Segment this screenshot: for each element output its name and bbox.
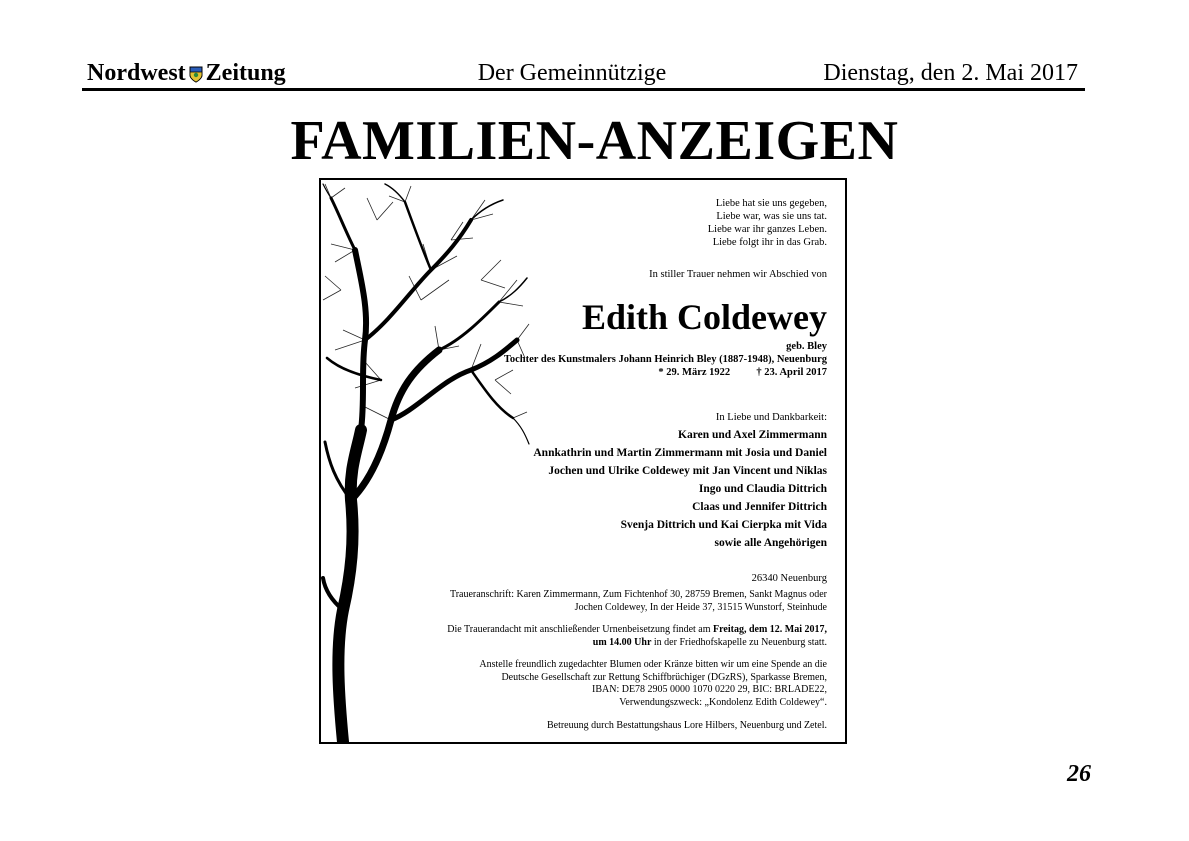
mourner-line: Svenja Dittrich und Kai Cierpka mit Vida: [620, 519, 827, 531]
mourner-line: Jochen und Ulrike Coldewey mit Jan Vincent und Niklas: [548, 465, 827, 477]
family-intro: In Liebe und Dankbarkeit:: [715, 412, 827, 423]
address-line: Traueranschrift: Karen Zimmermann, Zum Fichtenhof 30, 28759 Bremen, Sankt Magnus oder: [449, 589, 827, 600]
section-name: Der Gemeinnützige: [477, 60, 667, 86]
donation-line: Verwendungszweck: „Kondolenz Edith Coldewey“.: [619, 696, 827, 708]
service-time: um 14.00 Uhr: [592, 636, 652, 648]
poem-line: Liebe folgt ihr in das Grab.: [712, 237, 827, 248]
mourner-line: Annkathrin und Martin Zimmermann mit Josia und Daniel: [533, 447, 827, 459]
poem-line: Liebe war ihr ganzes Leben.: [707, 224, 827, 235]
donation-line: Deutsche Gesellschaft zur Rettung Schiffbrüchiger (DGzRS), Sparkasse Bremen,: [501, 671, 827, 683]
nwz-crest-icon: [189, 61, 203, 91]
obituary-notice: [319, 178, 847, 744]
service-text: Die Trauerandacht mit anschließender Urnenbeisetzung findet am: [447, 624, 714, 635]
masthead-left: Nordwest: [87, 60, 186, 86]
mourner-line: sowie alle Angehörigen: [714, 537, 827, 549]
mourning-address: [450, 589, 827, 614]
farewell-intro: In stiller Trauer nehmen wir Abschied von: [649, 269, 827, 280]
service-location: in der Friedhofskapelle zu Neuenburg statt.: [651, 636, 827, 648]
tree-silhouette-icon: [321, 180, 531, 742]
place: 26340 Neuenburg: [751, 573, 827, 584]
page-number: 26: [1067, 761, 1091, 787]
masthead-right: Zeitung: [205, 60, 286, 86]
parentage: Tochter des Kunstmalers Johann Heinrich Bley (1887-1948), Neuenburg: [503, 354, 827, 365]
mourner-line: Claas und Jennifer Dittrich: [692, 501, 827, 513]
donation-line: Anstelle freundlich zugedachter Blumen oder Kränze bitten wir um eine Spende an die: [479, 659, 827, 670]
life-dates: * 29. März 1922 † 23. April 2017: [658, 367, 827, 378]
header-divider: [82, 88, 1085, 91]
funeral-home: Betreuung durch Bestattungshaus Lore Hilbers, Neuenburg und Zetel.: [546, 720, 827, 731]
newspaper-header: [82, 58, 1084, 90]
maiden-name: geb. Bley: [786, 341, 827, 352]
deceased-name: Edith Coldewey: [581, 297, 827, 337]
poem-line: Liebe war, was sie uns tat.: [716, 211, 827, 222]
donation-line: IBAN: DE78 2905 0000 1070 0220 29, BIC: BRLADE22,: [592, 684, 827, 695]
mourners-list: [533, 426, 827, 552]
service-info: [447, 624, 827, 649]
poem-line: Liebe hat sie uns gegeben,: [715, 198, 827, 209]
poem: [708, 197, 827, 249]
service-date: Freitag, dem 12. Mai 2017,: [713, 624, 827, 635]
biographical-details: [504, 340, 827, 379]
page-title: FAMILIEN-ANZEIGEN: [290, 110, 899, 172]
issue-date: Dienstag, den 2. Mai 2017: [823, 60, 1078, 86]
masthead-logo: [87, 58, 286, 91]
donation-info: [479, 659, 827, 709]
address-line: Jochen Coldewey, In der Heide 37, 31515 Wunstorf, Steinhude: [574, 601, 827, 613]
mourner-line: Ingo und Claudia Dittrich: [698, 483, 827, 495]
mourner-line: Karen und Axel Zimmermann: [678, 429, 827, 441]
